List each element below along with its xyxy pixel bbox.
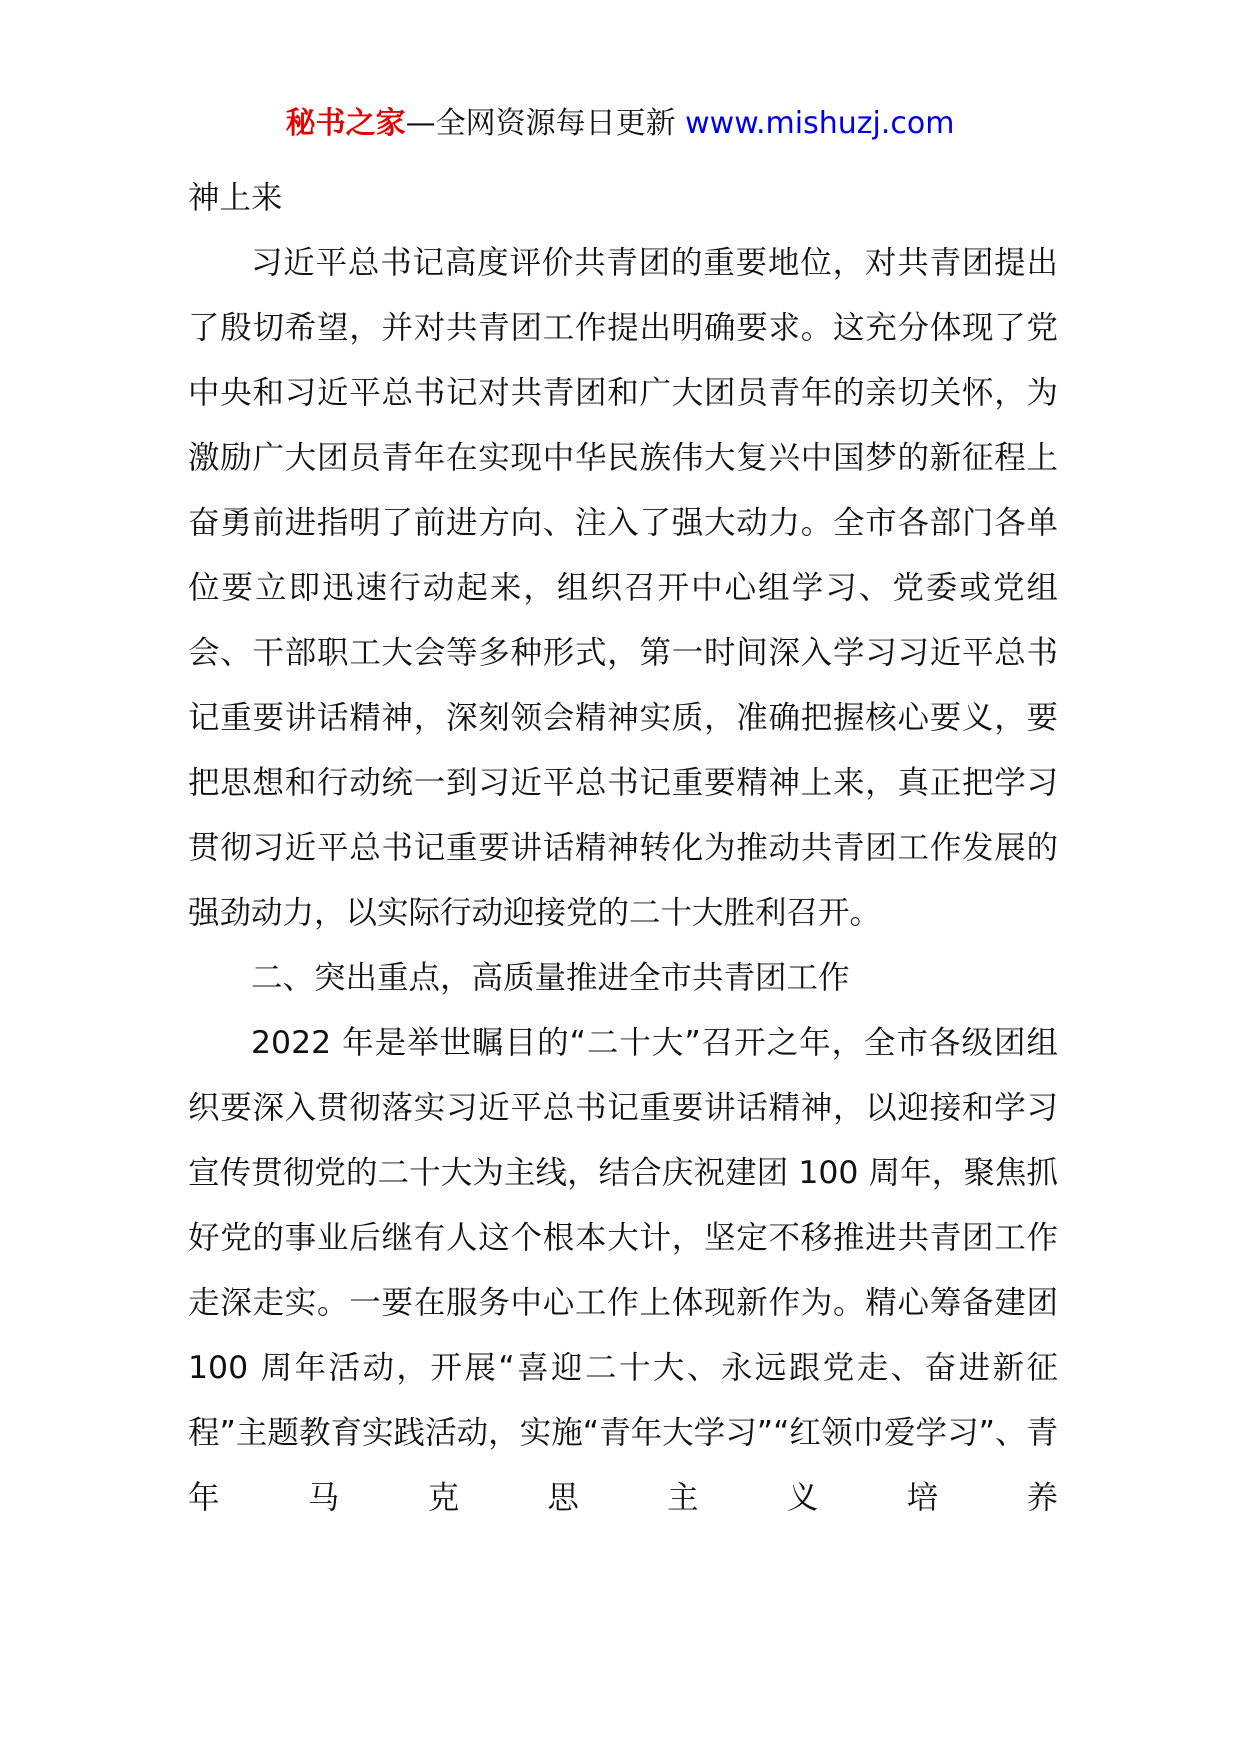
paragraph-body: 2022 年是举世瞩目的“二十大”召开之年，全市各级团组织要深入贯彻落实习近平总书记重要讲话精神，以迎接和学习宣传贯彻党的二十大为主线，结合庆祝建团 100 周年，聚焦抓好党的事业后继有人这个根本大计，坚定不移推进共青团工作走深走实。一要在服务中心工作上体现新作为。精心筹备建团 100 周年活动，开展“喜迎二十大、永远跟党走、奋进新征程”主题教育实践活动，实施“青年大学习”“红领巾爱学习”、青年马克思主义培养 (188, 1025, 1058, 1516)
header-brand: 秘书之家 (285, 106, 406, 141)
section-heading: 二、突出重点，高质量推进全市共青团工作 (251, 960, 850, 996)
header-url-link[interactable]: www.mishuzj.com (685, 106, 955, 141)
paragraph-continuation: 神上来 (188, 180, 283, 216)
document-body (188, 166, 1058, 1531)
header-tagline: —全网资源每日更新 (405, 106, 676, 141)
paragraph-body: 习近平总书记高度评价共青团的重要地位，对共青团提出了殷切希望，并对共青团工作提出明确要求。这充分体现了党中央和习近平总书记对共青团和广大团员青年的亲切关怀，为激励广大团员青年在实现中华民族伟大复兴中国梦的新征程上奋勇前进指明了前进方向、注入了强大动力。全市各部门各单位要立即迅速行动起来，组织召开中心组学习、党委或党组会、干部职工大会等多种形式，第一时间深入学习习近平总书记重要讲话精神，深刻领会精神实质，准确把握核心要义，要把思想和行动统一到习近平总书记重要精神上来，真正把学习贯彻习近平总书记重要讲话精神转化为推动共青团工作发展的强劲动力，以实际行动迎接党的二十大胜利召开。 (188, 245, 1058, 931)
page-header (0, 102, 1240, 146)
